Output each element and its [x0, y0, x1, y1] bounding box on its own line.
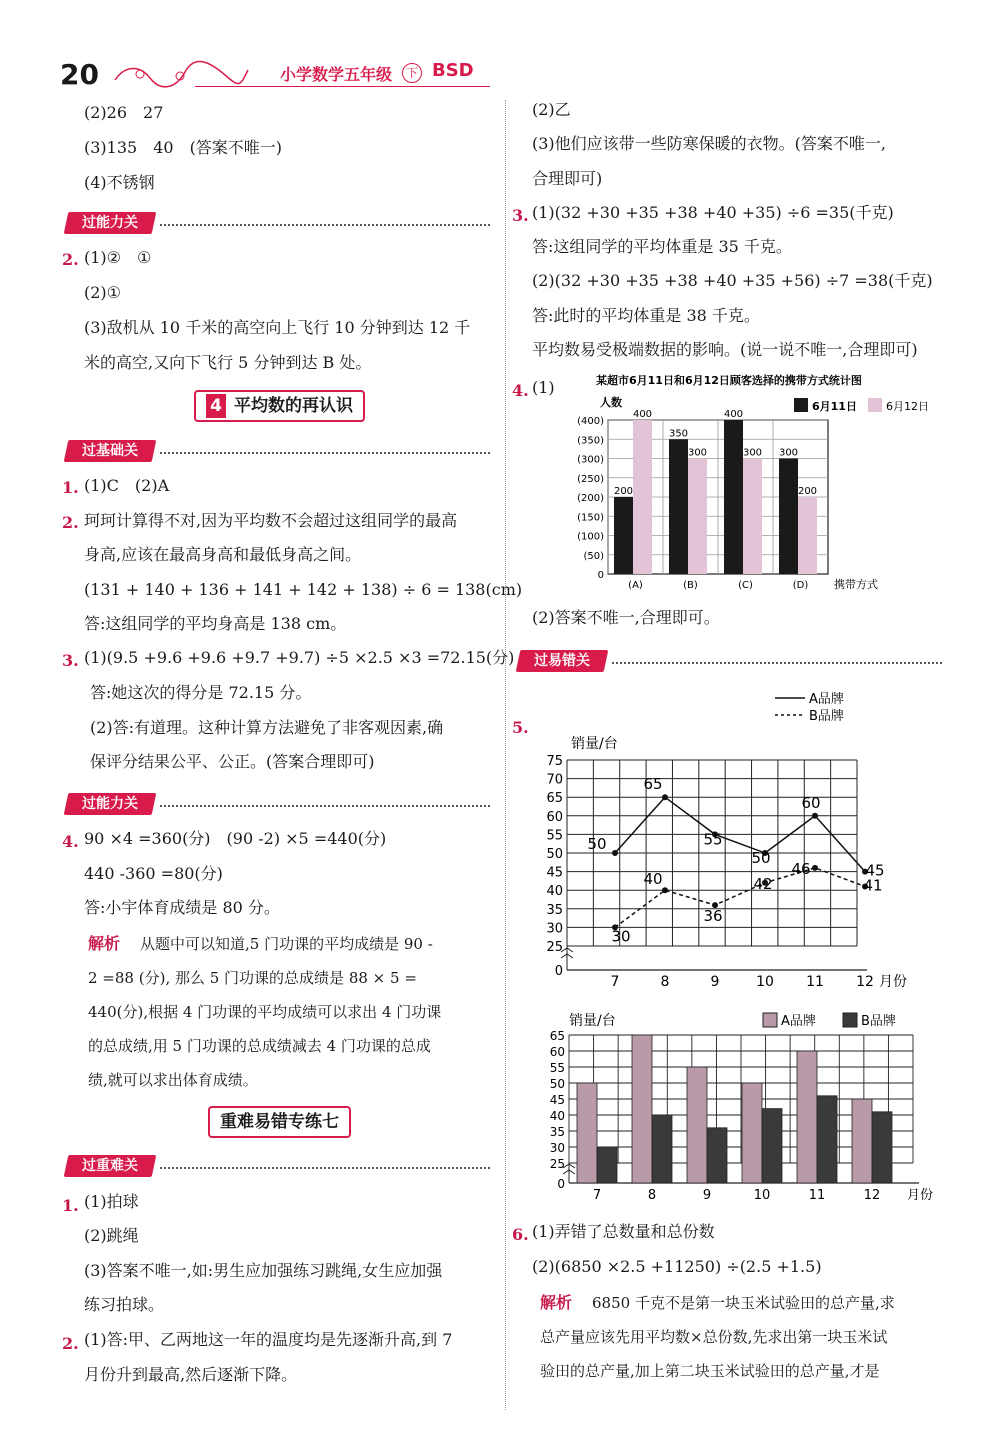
bar: [688, 459, 707, 575]
data-label: 400: [632, 409, 653, 420]
y-tick-label: 75: [546, 754, 563, 769]
data-point: [812, 865, 818, 871]
column-divider: [505, 100, 506, 1410]
data-point: [812, 813, 818, 819]
bar: [742, 1083, 762, 1183]
x-tick-label: 10: [753, 1188, 771, 1203]
chart-sales-bar: [535, 1005, 945, 1205]
answer-line: (3)135 40 (答案不唯一): [84, 138, 283, 157]
y-tick-label: (300): [577, 454, 604, 466]
section-title-text: 重难易错专练七: [220, 1112, 339, 1132]
x-axis-label: 月份: [879, 974, 907, 990]
chart-carry-method-bar: [560, 372, 940, 590]
y-tick-label: 25: [549, 1157, 565, 1171]
y-axis-label: 销量/台: [569, 1013, 616, 1029]
answer-line: (2)(6850 ×2.5 +11250) ÷(2.5 +1.5): [532, 1257, 822, 1276]
dotted-divider: [160, 224, 490, 226]
analysis-line: 总产量应该先用平均数×总份数,先求出第一块玉米试: [540, 1328, 888, 1346]
dotted-divider: [612, 662, 942, 664]
answer-line: 答:此时的平均体重是 38 千克。: [532, 306, 760, 325]
answer-line: (2)乙: [532, 100, 571, 119]
y-tick-label: 40: [549, 1109, 565, 1123]
answer-line: (2)①: [84, 283, 122, 302]
answer-line: (3)敌机从 10 千米的高空向上飞行 10 分钟到达 12 千: [84, 318, 471, 337]
section-tag: 过易错关: [516, 650, 609, 672]
analysis-line: 验田的总产量,加上第二块玉米试验田的总产量,才是: [540, 1362, 880, 1380]
legend-swatch: [843, 1013, 857, 1027]
x-tick-label: (B): [683, 580, 698, 590]
analysis-label: 解析: [88, 934, 121, 953]
answer-line: (1)(9.5 +9.6 +9.6 +9.7 +9.7) ÷5 ×2.5 ×3 =72.15(分): [84, 648, 515, 667]
analysis-line: 的总成绩,用 5 门功课的总成绩减去 4 门功课的总成: [88, 1037, 431, 1055]
bar: [779, 459, 798, 575]
y-tick-label: 0: [554, 964, 563, 979]
x-tick-label: (D): [792, 580, 809, 590]
data-label: 50: [587, 835, 607, 853]
section-tag: 过重难关: [64, 1155, 157, 1177]
grade-badge: 下: [402, 63, 422, 83]
bar: [577, 1083, 597, 1183]
legend-label: 6月12日: [886, 400, 929, 413]
answer-line: 答:这组同学的平均体重是 35 千克。: [532, 237, 792, 256]
x-tick-label: 9: [702, 1188, 712, 1203]
legend-label: A品牌: [809, 692, 844, 707]
legend-label: 6月11日: [812, 400, 857, 413]
y-axis-label: 销量/台: [571, 736, 618, 752]
analysis-line: 6850 千克不是第一块玉米试验田的总产量,求: [592, 1294, 895, 1312]
data-point: [662, 794, 668, 800]
data-label: 300: [742, 447, 763, 459]
answer-line: (1)答:甲、乙两地这一年的温度均是先逐渐升高,到 7: [84, 1330, 453, 1349]
bar: [797, 1051, 817, 1183]
y-tick-label: 50: [546, 847, 563, 862]
data-label: 30: [611, 927, 631, 946]
bar: [669, 439, 688, 574]
legend-swatch: [794, 398, 808, 412]
x-tick-label: 7: [610, 974, 620, 990]
y-tick-label: (200): [577, 493, 604, 504]
question-number: 4.: [62, 832, 79, 851]
section-title: [194, 390, 365, 422]
y-tick-label: 60: [549, 1045, 565, 1059]
question-part-label: (1): [532, 378, 555, 397]
section-tag: 过能力关: [64, 793, 157, 815]
x-tick-label: (C): [738, 580, 753, 590]
x-axis-label: 携带方式: [834, 578, 878, 590]
bar: [652, 1115, 672, 1183]
y-tick-label: (100): [577, 531, 604, 543]
question-number: 3.: [512, 206, 529, 225]
analysis-line: 从题中可以知道,5 门功课的平均成绩是 90 -: [140, 935, 433, 953]
answer-line: (2)(32 +30 +35 +38 +40 +35 +56) ÷7 =38(千克): [532, 271, 933, 290]
bar: [597, 1147, 617, 1183]
data-label: 36: [703, 907, 723, 926]
y-tick-label: 55: [549, 1061, 565, 1075]
section-title: [208, 1106, 351, 1138]
y-tick-label: 35: [549, 1125, 565, 1139]
y-tick-label: 45: [549, 1093, 565, 1107]
y-tick-label: 50: [549, 1077, 565, 1091]
answer-line: (4)不锈钢: [84, 173, 155, 192]
x-tick-label: 7: [592, 1188, 602, 1203]
answer-line: 珂珂计算得不对,因为平均数不会超过这组同学的最高: [84, 511, 458, 530]
answer-line: 合理即可): [532, 169, 603, 188]
x-tick-label: 9: [710, 974, 720, 990]
answer-line: 答:这组同学的平均身高是 138 cm。: [84, 614, 347, 633]
bar: [817, 1096, 837, 1183]
y-tick-label: (350): [577, 435, 604, 447]
answer-line: 保评分结果公平、公正。(答案合理即可): [90, 752, 375, 771]
x-tick-label: 8: [660, 974, 670, 990]
answer-line: 月份升到最高,然后逐渐下降。: [84, 1365, 298, 1384]
data-label: 45: [865, 861, 885, 880]
data-label: 400: [723, 409, 744, 420]
data-label: 46: [791, 859, 811, 878]
y-tick-label: (150): [577, 512, 604, 524]
data-label: 41: [863, 876, 883, 895]
answer-line: (3)他们应该带一些防寒保暖的衣物。(答案不唯一,: [532, 134, 886, 153]
y-tick-label: (250): [577, 473, 604, 485]
data-label: 200: [797, 486, 818, 497]
section-title-text: 平均数的再认识: [234, 396, 353, 416]
x-tick-label: (A): [628, 580, 643, 590]
answer-line: 练习拍球。: [84, 1295, 165, 1314]
header-rule: [195, 86, 490, 87]
data-label: 55: [703, 830, 723, 849]
y-tick-label: 45: [546, 865, 563, 881]
y-tick-label: 60: [546, 809, 563, 825]
section-tag: 过能力关: [64, 212, 157, 234]
analysis-line: 2 =88 (分), 那么 5 门功课的总成绩是 88 × 5 =: [88, 969, 417, 987]
analysis-label: 解析: [540, 1293, 573, 1312]
dotted-divider: [160, 805, 490, 807]
section-number: 4: [206, 394, 226, 418]
bar: [762, 1109, 782, 1183]
chart-title: 某超市6月11日和6月12日顾客选择的携带方式统计图: [596, 374, 862, 387]
data-point: [612, 850, 618, 856]
y-tick-label: 0: [557, 1177, 565, 1191]
question-number: 2.: [62, 513, 79, 532]
data-label: 350: [668, 428, 689, 440]
answer-line: 答:她这次的得分是 72.15 分。: [90, 683, 312, 702]
y-tick-label: 55: [546, 828, 563, 844]
data-label: 60: [801, 793, 821, 812]
legend-label: B品牌: [809, 709, 844, 724]
x-tick-label: 8: [647, 1188, 657, 1203]
answer-line: (2)26 27: [84, 103, 164, 122]
x-tick-label: 10: [756, 974, 774, 990]
x-tick-label: 11: [806, 974, 824, 990]
dotted-divider: [160, 1167, 490, 1169]
answer-line: 答:小宇体育成绩是 80 分。: [84, 898, 280, 917]
answer-line: 米的高空,又向下飞行 5 分钟到达 B 处。: [84, 353, 372, 372]
y-tick-label: 30: [546, 921, 563, 937]
analysis-line: 绩,就可以求出体育成绩。: [88, 1071, 258, 1089]
question-number: 2.: [62, 1334, 79, 1353]
bar: [872, 1112, 892, 1183]
y-tick-label: (400): [577, 416, 604, 427]
answer-line: 90 ×4 =360(分) (90 -2) ×5 =440(分): [84, 829, 387, 848]
x-axis-label: 月份: [907, 1188, 934, 1203]
data-point: [662, 887, 668, 893]
bar: [852, 1099, 872, 1183]
answer-line: (1)C (2)A: [84, 476, 170, 495]
y-axis-label: 人数: [600, 396, 622, 409]
answer-line: (1)拍球: [84, 1192, 139, 1211]
legend-label: A品牌: [781, 1014, 816, 1029]
answer-line: (2)答:有道理。这种计算方法避免了非客观因素,确: [90, 718, 444, 737]
page-number: 20: [60, 58, 99, 91]
legend-label: B品牌: [861, 1014, 896, 1029]
question-number: 3.: [62, 651, 79, 670]
bar: [632, 1035, 652, 1183]
dotted-divider: [160, 452, 490, 454]
data-label: 65: [643, 775, 663, 794]
y-tick-label: 65: [549, 1029, 565, 1043]
data-label: 40: [643, 870, 663, 889]
y-tick-label: 70: [546, 772, 563, 788]
legend-swatch: [868, 398, 882, 412]
data-label: 200: [613, 486, 634, 497]
answer-line: (2)答案不唯一,合理即可。: [532, 608, 720, 627]
answer-line: (131 + 140 + 136 + 141 + 142 + 138) ÷ 6 = 138(cm): [84, 580, 523, 599]
answer-line: (1)(32 +30 +35 +38 +40 +35) ÷6 =35(千克): [532, 203, 894, 222]
data-label: 50: [751, 849, 771, 867]
data-label: 300: [687, 447, 708, 459]
section-tag: 过基础关: [64, 440, 157, 462]
bar: [687, 1067, 707, 1183]
edition-label: BSD: [432, 60, 474, 81]
answer-line: 身高,应该在最高身高和最低身高之间。: [84, 545, 362, 564]
y-tick-label: 40: [546, 884, 563, 900]
bar: [743, 459, 762, 575]
question-number: 4.: [512, 381, 529, 400]
bar: [798, 497, 817, 574]
chart-sales-line: [535, 688, 935, 990]
answer-line: (1)② ①: [84, 248, 152, 267]
y-tick-label: 0: [597, 570, 604, 581]
answer-line: (3)答案不唯一,如:男生应加强练习跳绳,女生应加强: [84, 1261, 443, 1280]
header-title: 小学数学五年级: [280, 65, 393, 84]
bar: [707, 1128, 727, 1183]
y-tick-label: 35: [546, 902, 563, 918]
x-tick-label: 12: [856, 974, 874, 990]
answer-line: (2)跳绳: [84, 1226, 139, 1245]
data-label: 42: [753, 874, 773, 893]
bar: [724, 420, 743, 574]
y-tick-label: 30: [549, 1141, 565, 1155]
answer-line: 440 -360 =80(分): [84, 864, 223, 883]
question-number: 2.: [62, 250, 79, 269]
bar: [614, 497, 633, 574]
legend-swatch: [763, 1013, 777, 1027]
y-tick-label: (50): [583, 550, 604, 562]
answer-line: (1)弄错了总数量和总份数: [532, 1222, 715, 1241]
bar: [633, 420, 652, 574]
question-number: 5.: [512, 718, 529, 737]
analysis-line: 440(分),根据 4 门功课的平均成绩可以求出 4 门功课: [88, 1003, 442, 1021]
answer-line: 平均数易受极端数据的影响。(说一说不唯一,合理即可): [532, 340, 918, 359]
x-tick-label: 12: [863, 1188, 881, 1203]
question-number: 1.: [62, 478, 79, 497]
y-tick-label: 25: [546, 940, 563, 955]
y-tick-label: 65: [546, 791, 563, 807]
question-number: 6.: [512, 1225, 529, 1244]
x-tick-label: 11: [808, 1188, 826, 1203]
question-number: 1.: [62, 1196, 79, 1215]
data-label: 300: [778, 447, 799, 459]
